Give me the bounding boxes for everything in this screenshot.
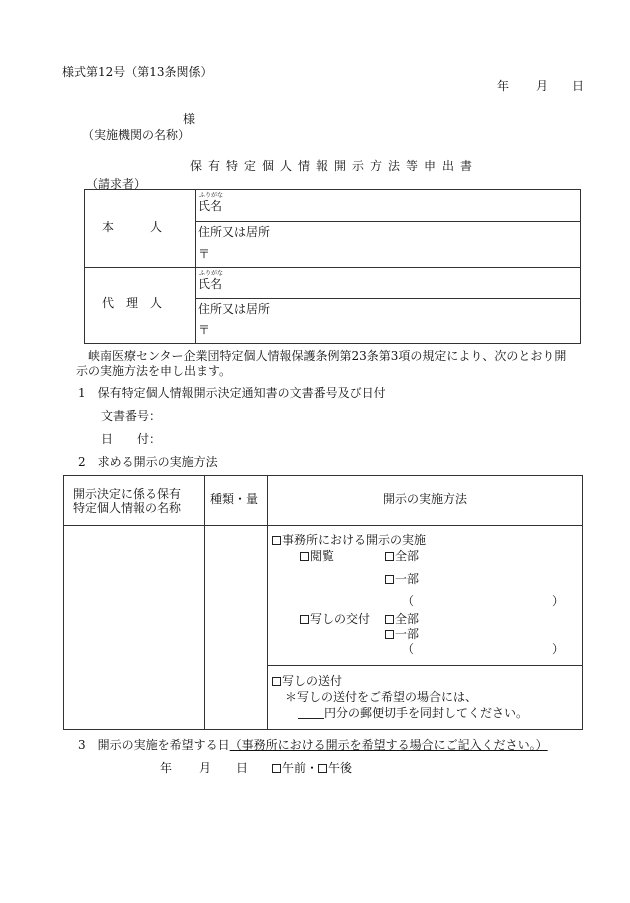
section2-heading: 2 求める開示の実施方法 [78,455,218,469]
view-paren-open: （ [402,594,415,608]
checkbox-icon[interactable] [300,615,309,624]
pm-checkbox[interactable]: 午後 [318,761,352,775]
checkbox-icon[interactable] [385,615,394,624]
copy-paren-close: ） [552,642,565,656]
section3-heading: 3 開示の実施を希望する日（事務所における開示を希望する場合にご記入ください。） [78,738,548,752]
org-name-label: （実施機関の名称） [82,128,191,142]
view-checkbox[interactable]: 閲覧 [300,550,334,562]
checkbox-icon[interactable] [272,536,281,545]
self-label: 本 人 [102,220,163,234]
wish-year[interactable]: 年 [160,761,173,775]
agent-postal-field[interactable]: 〒 [198,323,211,337]
section1-heading: 1 保有特定個人情報開示決定通知書の文書番号及び日付 [78,386,386,400]
col-header-name-1: 開示決定に係る保有 [73,487,182,501]
checkbox-icon[interactable] [385,575,394,584]
agent-address-field[interactable]: 住所又は居所 [198,302,271,316]
page-title: 保有特定個人情報開示方法等申出書 [190,159,479,173]
stamp-amount-blank[interactable] [298,708,324,719]
send-checkbox[interactable]: 写しの送付 [272,675,342,687]
doc-number-field[interactable]: 文書番号： [101,409,162,423]
send-note-2: 円分の郵便切手を同封してください。 [298,707,528,719]
copy-paren-open: （ [402,642,415,656]
col-header-name-2: 特定個人情報の名称 [73,501,182,515]
self-postal-field[interactable]: 〒 [198,247,211,261]
addressee-honorific: 様 [183,112,196,126]
date-day: 日 [572,79,585,93]
checkbox-icon[interactable] [272,677,281,686]
copy-part-checkbox[interactable]: 一部 [385,628,419,640]
date-month: 月 [536,79,549,93]
checkbox-icon[interactable] [318,764,327,773]
wish-month[interactable]: 月 [199,761,212,775]
view-paren-close: ） [552,594,565,608]
ampm-selector: 午前・ 午後 [272,762,352,774]
col-header-type: 種類・量 [210,492,259,506]
view-part-checkbox[interactable]: 一部 [385,573,419,585]
agent-furigana: ふりがな [199,270,224,277]
date-year: 年 [497,79,510,93]
form-number: 様式第12号（第13条関係） [62,65,213,79]
self-name-field[interactable]: 氏名 [198,199,223,213]
requester-label: （請求者） [86,177,147,191]
office-checkbox[interactable]: 事務所における開示の実施 [272,534,426,546]
checkbox-icon[interactable] [272,764,281,773]
intro-line-1: 峡南医療センター企業団特定個人情報保護条例第23条第3項の規定により、次のとおり開 [88,349,567,363]
wish-day[interactable]: 日 [236,761,249,775]
view-all-checkbox[interactable]: 全部 [385,550,419,562]
checkbox-icon[interactable] [385,630,394,639]
copy-checkbox[interactable]: 写しの交付 [300,613,370,625]
am-checkbox[interactable]: 午前 [272,761,306,775]
section3-note: （事務所における開示を希望する場合にご記入ください。） [229,738,548,752]
agent-name-field[interactable]: 氏名 [198,277,223,291]
agent-label: 代 理 人 [102,296,163,310]
checkbox-icon[interactable] [385,552,394,561]
doc-date-field[interactable]: 日 付： [101,432,162,446]
self-address-field[interactable]: 住所又は居所 [198,225,271,239]
copy-all-checkbox[interactable]: 全部 [385,613,419,625]
checkbox-icon[interactable] [300,552,309,561]
col-header-method: 開示の実施方法 [383,492,468,506]
intro-line-2: 示の実施方法を申し出ます。 [76,364,232,378]
send-note-1: ＊写しの送付をご希望の場合には、 [285,690,478,704]
self-furigana: ふりがな [199,192,224,199]
